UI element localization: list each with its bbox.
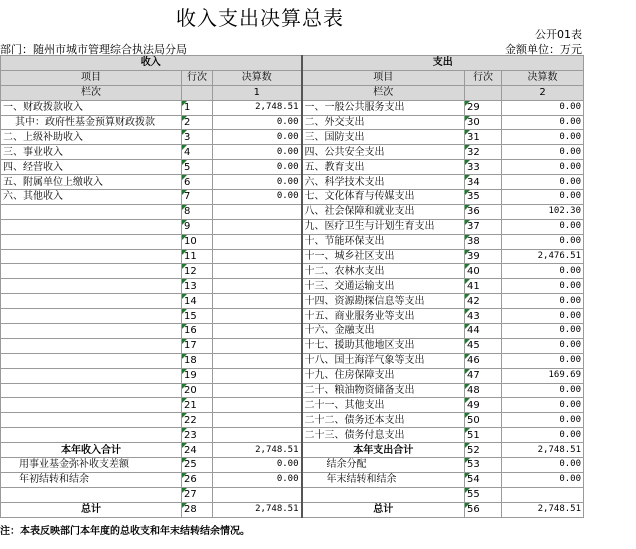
income-item-label bbox=[1, 353, 182, 368]
amount-unit-label: 金额单位：万元 bbox=[505, 43, 582, 56]
expense-item-label: 十七、援助其他地区支出 bbox=[302, 338, 465, 353]
income-amount bbox=[213, 353, 302, 368]
income-line-no: 20 bbox=[182, 383, 213, 398]
table-row bbox=[1, 458, 584, 473]
income-item-label bbox=[1, 324, 182, 339]
col-header-line: 行次 bbox=[465, 70, 502, 85]
col-header-line: 行次 bbox=[182, 70, 213, 85]
grand-total-row bbox=[1, 502, 584, 517]
column-header-row bbox=[1, 70, 584, 85]
section-expense: 支出 bbox=[302, 56, 584, 71]
income-line-no: 6 bbox=[182, 175, 213, 190]
income-item-label: 总计 bbox=[1, 502, 182, 517]
expense-line-no: 30 bbox=[465, 115, 502, 130]
income-item-label bbox=[1, 383, 182, 398]
expense-line-no: 54 bbox=[465, 472, 502, 487]
income-item-label: 六、其他收入 bbox=[1, 190, 182, 205]
table-row bbox=[1, 428, 584, 443]
income-line-no: 27 bbox=[182, 487, 213, 502]
expense-line-no: 56 bbox=[465, 502, 502, 517]
col-header-amount: 决算数 bbox=[213, 70, 302, 85]
column-index-row bbox=[1, 85, 584, 100]
income-amount bbox=[213, 249, 302, 264]
form-number: 公开01表 bbox=[535, 28, 582, 41]
expense-item-label: 本年支出合计 bbox=[302, 443, 465, 458]
expense-amount: 0.00 bbox=[502, 338, 584, 353]
table-row bbox=[1, 249, 584, 264]
table-row bbox=[1, 338, 584, 353]
income-item-label bbox=[1, 204, 182, 219]
expense-line-no: 53 bbox=[465, 458, 502, 473]
expense-item-label: 二十、粮油物资储备支出 bbox=[302, 383, 465, 398]
table-row bbox=[1, 160, 584, 175]
expense-amount: 0.00 bbox=[502, 190, 584, 205]
table-row bbox=[1, 190, 584, 205]
income-line-no: 11 bbox=[182, 249, 213, 264]
expense-item-label: 十六、金融支出 bbox=[302, 324, 465, 339]
col-header-amount: 决算数 bbox=[502, 70, 584, 85]
income-item-label: 用事业基金弥补收支差额 bbox=[1, 458, 182, 473]
expense-amount: 2,476.51 bbox=[502, 249, 584, 264]
table-row bbox=[1, 324, 584, 339]
annual-total-row bbox=[1, 443, 584, 458]
income-item-label bbox=[1, 294, 182, 309]
table-row bbox=[1, 100, 584, 115]
table-row bbox=[1, 487, 584, 502]
income-amount: 0.00 bbox=[213, 472, 302, 487]
expense-item-label bbox=[302, 487, 465, 502]
table-row bbox=[1, 175, 584, 190]
expense-item-label: 十三、交通运输支出 bbox=[302, 279, 465, 294]
income-amount: 0.00 bbox=[213, 190, 302, 205]
expense-item-label: 十四、资源勘探信息等支出 bbox=[302, 294, 465, 309]
income-amount bbox=[213, 324, 302, 339]
expense-item-label: 一、一般公共服务支出 bbox=[302, 100, 465, 115]
col-header-item: 项目 bbox=[1, 70, 182, 85]
income-amount: 0.00 bbox=[213, 175, 302, 190]
income-amount bbox=[213, 219, 302, 234]
expense-amount: 0.00 bbox=[502, 130, 584, 145]
expense-item-label: 十一、城乡社区支出 bbox=[302, 249, 465, 264]
table-row bbox=[1, 383, 584, 398]
income-item-label: 一、财政拨款收入 bbox=[1, 100, 182, 115]
table-row bbox=[1, 398, 584, 413]
expense-line-no: 38 bbox=[465, 234, 502, 249]
income-item-label bbox=[1, 368, 182, 383]
expense-item-label: 十八、国土海洋气象等支出 bbox=[302, 353, 465, 368]
table-row bbox=[1, 353, 584, 368]
income-amount bbox=[213, 383, 302, 398]
income-item-label bbox=[1, 249, 182, 264]
report-title: 收入支出决算总表 bbox=[176, 6, 344, 30]
expense-line-no: 46 bbox=[465, 353, 502, 368]
expense-item-label: 七、文化体育与传媒支出 bbox=[302, 190, 465, 205]
col-index-income: 1 bbox=[213, 85, 302, 100]
income-item-label bbox=[1, 413, 182, 428]
expense-line-no: 44 bbox=[465, 324, 502, 339]
expense-amount: 0.00 bbox=[502, 472, 584, 487]
table-row bbox=[1, 279, 584, 294]
expense-amount: 0.00 bbox=[502, 100, 584, 115]
income-amount bbox=[213, 294, 302, 309]
table-row bbox=[1, 130, 584, 145]
income-item-label bbox=[1, 338, 182, 353]
table-row bbox=[1, 368, 584, 383]
expense-item-label: 六、科学技术支出 bbox=[302, 175, 465, 190]
expense-item-label: 总计 bbox=[302, 502, 465, 517]
expense-amount: 0.00 bbox=[502, 160, 584, 175]
income-amount bbox=[213, 279, 302, 294]
expense-amount: 0.00 bbox=[502, 458, 584, 473]
income-amount: 2,748.51 bbox=[213, 100, 302, 115]
expense-line-no: 37 bbox=[465, 219, 502, 234]
col-index-blank bbox=[182, 85, 213, 100]
income-item-label: 三、事业收入 bbox=[1, 145, 182, 160]
expense-line-no: 35 bbox=[465, 190, 502, 205]
expense-amount: 0.00 bbox=[502, 145, 584, 160]
expense-amount: 0.00 bbox=[502, 413, 584, 428]
income-amount: 2,748.51 bbox=[213, 443, 302, 458]
income-amount bbox=[213, 338, 302, 353]
expense-amount: 169.69 bbox=[502, 368, 584, 383]
income-item-label: 本年收入合计 bbox=[1, 443, 182, 458]
income-amount bbox=[213, 413, 302, 428]
section-income: 收入 bbox=[1, 56, 302, 71]
expense-line-no: 51 bbox=[465, 428, 502, 443]
expense-item-label: 八、社会保障和就业支出 bbox=[302, 204, 465, 219]
expense-item-label: 十、节能环保支出 bbox=[302, 234, 465, 249]
expense-amount bbox=[502, 487, 584, 502]
income-line-no: 5 bbox=[182, 160, 213, 175]
income-expense-table bbox=[0, 55, 584, 518]
expense-item-label: 十五、商业服务业等支出 bbox=[302, 309, 465, 324]
income-amount bbox=[213, 487, 302, 502]
table-row bbox=[1, 472, 584, 487]
income-line-no: 16 bbox=[182, 324, 213, 339]
expense-item-label: 九、医疗卫生与计划生育支出 bbox=[302, 219, 465, 234]
income-item-label: 二、上级补助收入 bbox=[1, 130, 182, 145]
table-row bbox=[1, 234, 584, 249]
expense-line-no: 36 bbox=[465, 204, 502, 219]
expense-amount: 0.00 bbox=[502, 309, 584, 324]
expense-line-no: 52 bbox=[465, 443, 502, 458]
expense-line-no: 32 bbox=[465, 145, 502, 160]
expense-amount: 0.00 bbox=[502, 353, 584, 368]
income-amount: 0.00 bbox=[213, 458, 302, 473]
expense-line-no: 55 bbox=[465, 487, 502, 502]
income-item-label: 五、附属单位上缴收入 bbox=[1, 175, 182, 190]
expense-amount: 102.30 bbox=[502, 204, 584, 219]
income-line-no: 9 bbox=[182, 219, 213, 234]
income-item-label bbox=[1, 487, 182, 502]
expense-item-label: 年末结转和结余 bbox=[302, 472, 465, 487]
income-line-no: 2 bbox=[182, 115, 213, 130]
expense-item-label: 结余分配 bbox=[302, 458, 465, 473]
income-item-label: 年初结转和结余 bbox=[1, 472, 182, 487]
income-item-label bbox=[1, 398, 182, 413]
expense-amount: 0.00 bbox=[502, 175, 584, 190]
income-line-no: 22 bbox=[182, 413, 213, 428]
expense-amount: 0.00 bbox=[502, 264, 584, 279]
income-amount: 0.00 bbox=[213, 145, 302, 160]
income-amount bbox=[213, 264, 302, 279]
expense-amount: 0.00 bbox=[502, 383, 584, 398]
expense-amount: 0.00 bbox=[502, 324, 584, 339]
expense-item-label: 五、教育支出 bbox=[302, 160, 465, 175]
footnote: 注：本表反映部门本年度的总收支和年末结转结余情况。 bbox=[0, 526, 250, 537]
expense-amount: 0.00 bbox=[502, 219, 584, 234]
income-line-no: 4 bbox=[182, 145, 213, 160]
expense-item-label: 四、公共安全支出 bbox=[302, 145, 465, 160]
expense-amount: 0.00 bbox=[502, 279, 584, 294]
expense-line-no: 42 bbox=[465, 294, 502, 309]
income-amount: 0.00 bbox=[213, 115, 302, 130]
income-line-no: 23 bbox=[182, 428, 213, 443]
income-amount: 2,748.51 bbox=[213, 502, 302, 517]
department-label: 部门：随州市城市管理综合执法局分局 bbox=[0, 43, 187, 56]
income-amount bbox=[213, 309, 302, 324]
expense-item-label: 十二、农林水支出 bbox=[302, 264, 465, 279]
expense-item-label: 三、国防支出 bbox=[302, 130, 465, 145]
expense-line-no: 29 bbox=[465, 100, 502, 115]
income-line-no: 26 bbox=[182, 472, 213, 487]
income-line-no: 28 bbox=[182, 502, 213, 517]
income-line-no: 14 bbox=[182, 294, 213, 309]
expense-item-label: 二十三、债务付息支出 bbox=[302, 428, 465, 443]
expense-amount: 0.00 bbox=[502, 398, 584, 413]
table-row bbox=[1, 294, 584, 309]
income-line-no: 13 bbox=[182, 279, 213, 294]
table-row bbox=[1, 219, 584, 234]
col-index-blank bbox=[465, 85, 502, 100]
expense-line-no: 33 bbox=[465, 160, 502, 175]
col-index-label: 栏次 bbox=[302, 85, 465, 100]
table-row bbox=[1, 264, 584, 279]
table-row bbox=[1, 145, 584, 160]
income-line-no: 24 bbox=[182, 443, 213, 458]
income-item-label bbox=[1, 309, 182, 324]
table-row bbox=[1, 413, 584, 428]
income-item-label bbox=[1, 264, 182, 279]
income-amount bbox=[213, 398, 302, 413]
expense-line-no: 40 bbox=[465, 264, 502, 279]
expense-line-no: 49 bbox=[465, 398, 502, 413]
table-row bbox=[1, 115, 584, 130]
income-amount bbox=[213, 204, 302, 219]
income-item-label bbox=[1, 279, 182, 294]
expense-line-no: 34 bbox=[465, 175, 502, 190]
income-item-label: 其中：政府性基金预算财政拨款 bbox=[1, 115, 182, 130]
expense-amount: 0.00 bbox=[502, 428, 584, 443]
col-header-item: 项目 bbox=[302, 70, 465, 85]
income-line-no: 8 bbox=[182, 204, 213, 219]
expense-item-label: 二十一、其他支出 bbox=[302, 398, 465, 413]
expense-line-no: 47 bbox=[465, 368, 502, 383]
expense-amount: 0.00 bbox=[502, 234, 584, 249]
expense-line-no: 50 bbox=[465, 413, 502, 428]
income-line-no: 21 bbox=[182, 398, 213, 413]
income-line-no: 10 bbox=[182, 234, 213, 249]
income-line-no: 25 bbox=[182, 458, 213, 473]
income-line-no: 17 bbox=[182, 338, 213, 353]
income-line-no: 12 bbox=[182, 264, 213, 279]
income-line-no: 15 bbox=[182, 309, 213, 324]
expense-item-label: 二、外交支出 bbox=[302, 115, 465, 130]
expense-line-no: 43 bbox=[465, 309, 502, 324]
expense-line-no: 39 bbox=[465, 249, 502, 264]
expense-line-no: 45 bbox=[465, 338, 502, 353]
income-item-label: 四、经营收入 bbox=[1, 160, 182, 175]
income-line-no: 1 bbox=[182, 100, 213, 115]
expense-line-no: 41 bbox=[465, 279, 502, 294]
income-line-no: 3 bbox=[182, 130, 213, 145]
income-amount: 0.00 bbox=[213, 160, 302, 175]
income-line-no: 18 bbox=[182, 353, 213, 368]
expense-amount: 2,748.51 bbox=[502, 502, 584, 517]
expense-item-label: 二十二、债务还本支出 bbox=[302, 413, 465, 428]
col-index-expense: 2 bbox=[502, 85, 584, 100]
table-row bbox=[1, 309, 584, 324]
table-row bbox=[1, 204, 584, 219]
expense-amount: 0.00 bbox=[502, 115, 584, 130]
expense-line-no: 31 bbox=[465, 130, 502, 145]
income-amount bbox=[213, 234, 302, 249]
expense-item-label: 十九、住房保障支出 bbox=[302, 368, 465, 383]
income-line-no: 19 bbox=[182, 368, 213, 383]
income-amount: 0.00 bbox=[213, 130, 302, 145]
section-header-row bbox=[1, 56, 584, 71]
income-line-no: 7 bbox=[182, 190, 213, 205]
income-item-label bbox=[1, 219, 182, 234]
expense-amount: 2,748.51 bbox=[502, 443, 584, 458]
income-item-label bbox=[1, 428, 182, 443]
income-item-label bbox=[1, 234, 182, 249]
income-amount bbox=[213, 368, 302, 383]
col-index-label: 栏次 bbox=[1, 85, 182, 100]
expense-line-no: 48 bbox=[465, 383, 502, 398]
income-amount bbox=[213, 428, 302, 443]
expense-amount: 0.00 bbox=[502, 294, 584, 309]
